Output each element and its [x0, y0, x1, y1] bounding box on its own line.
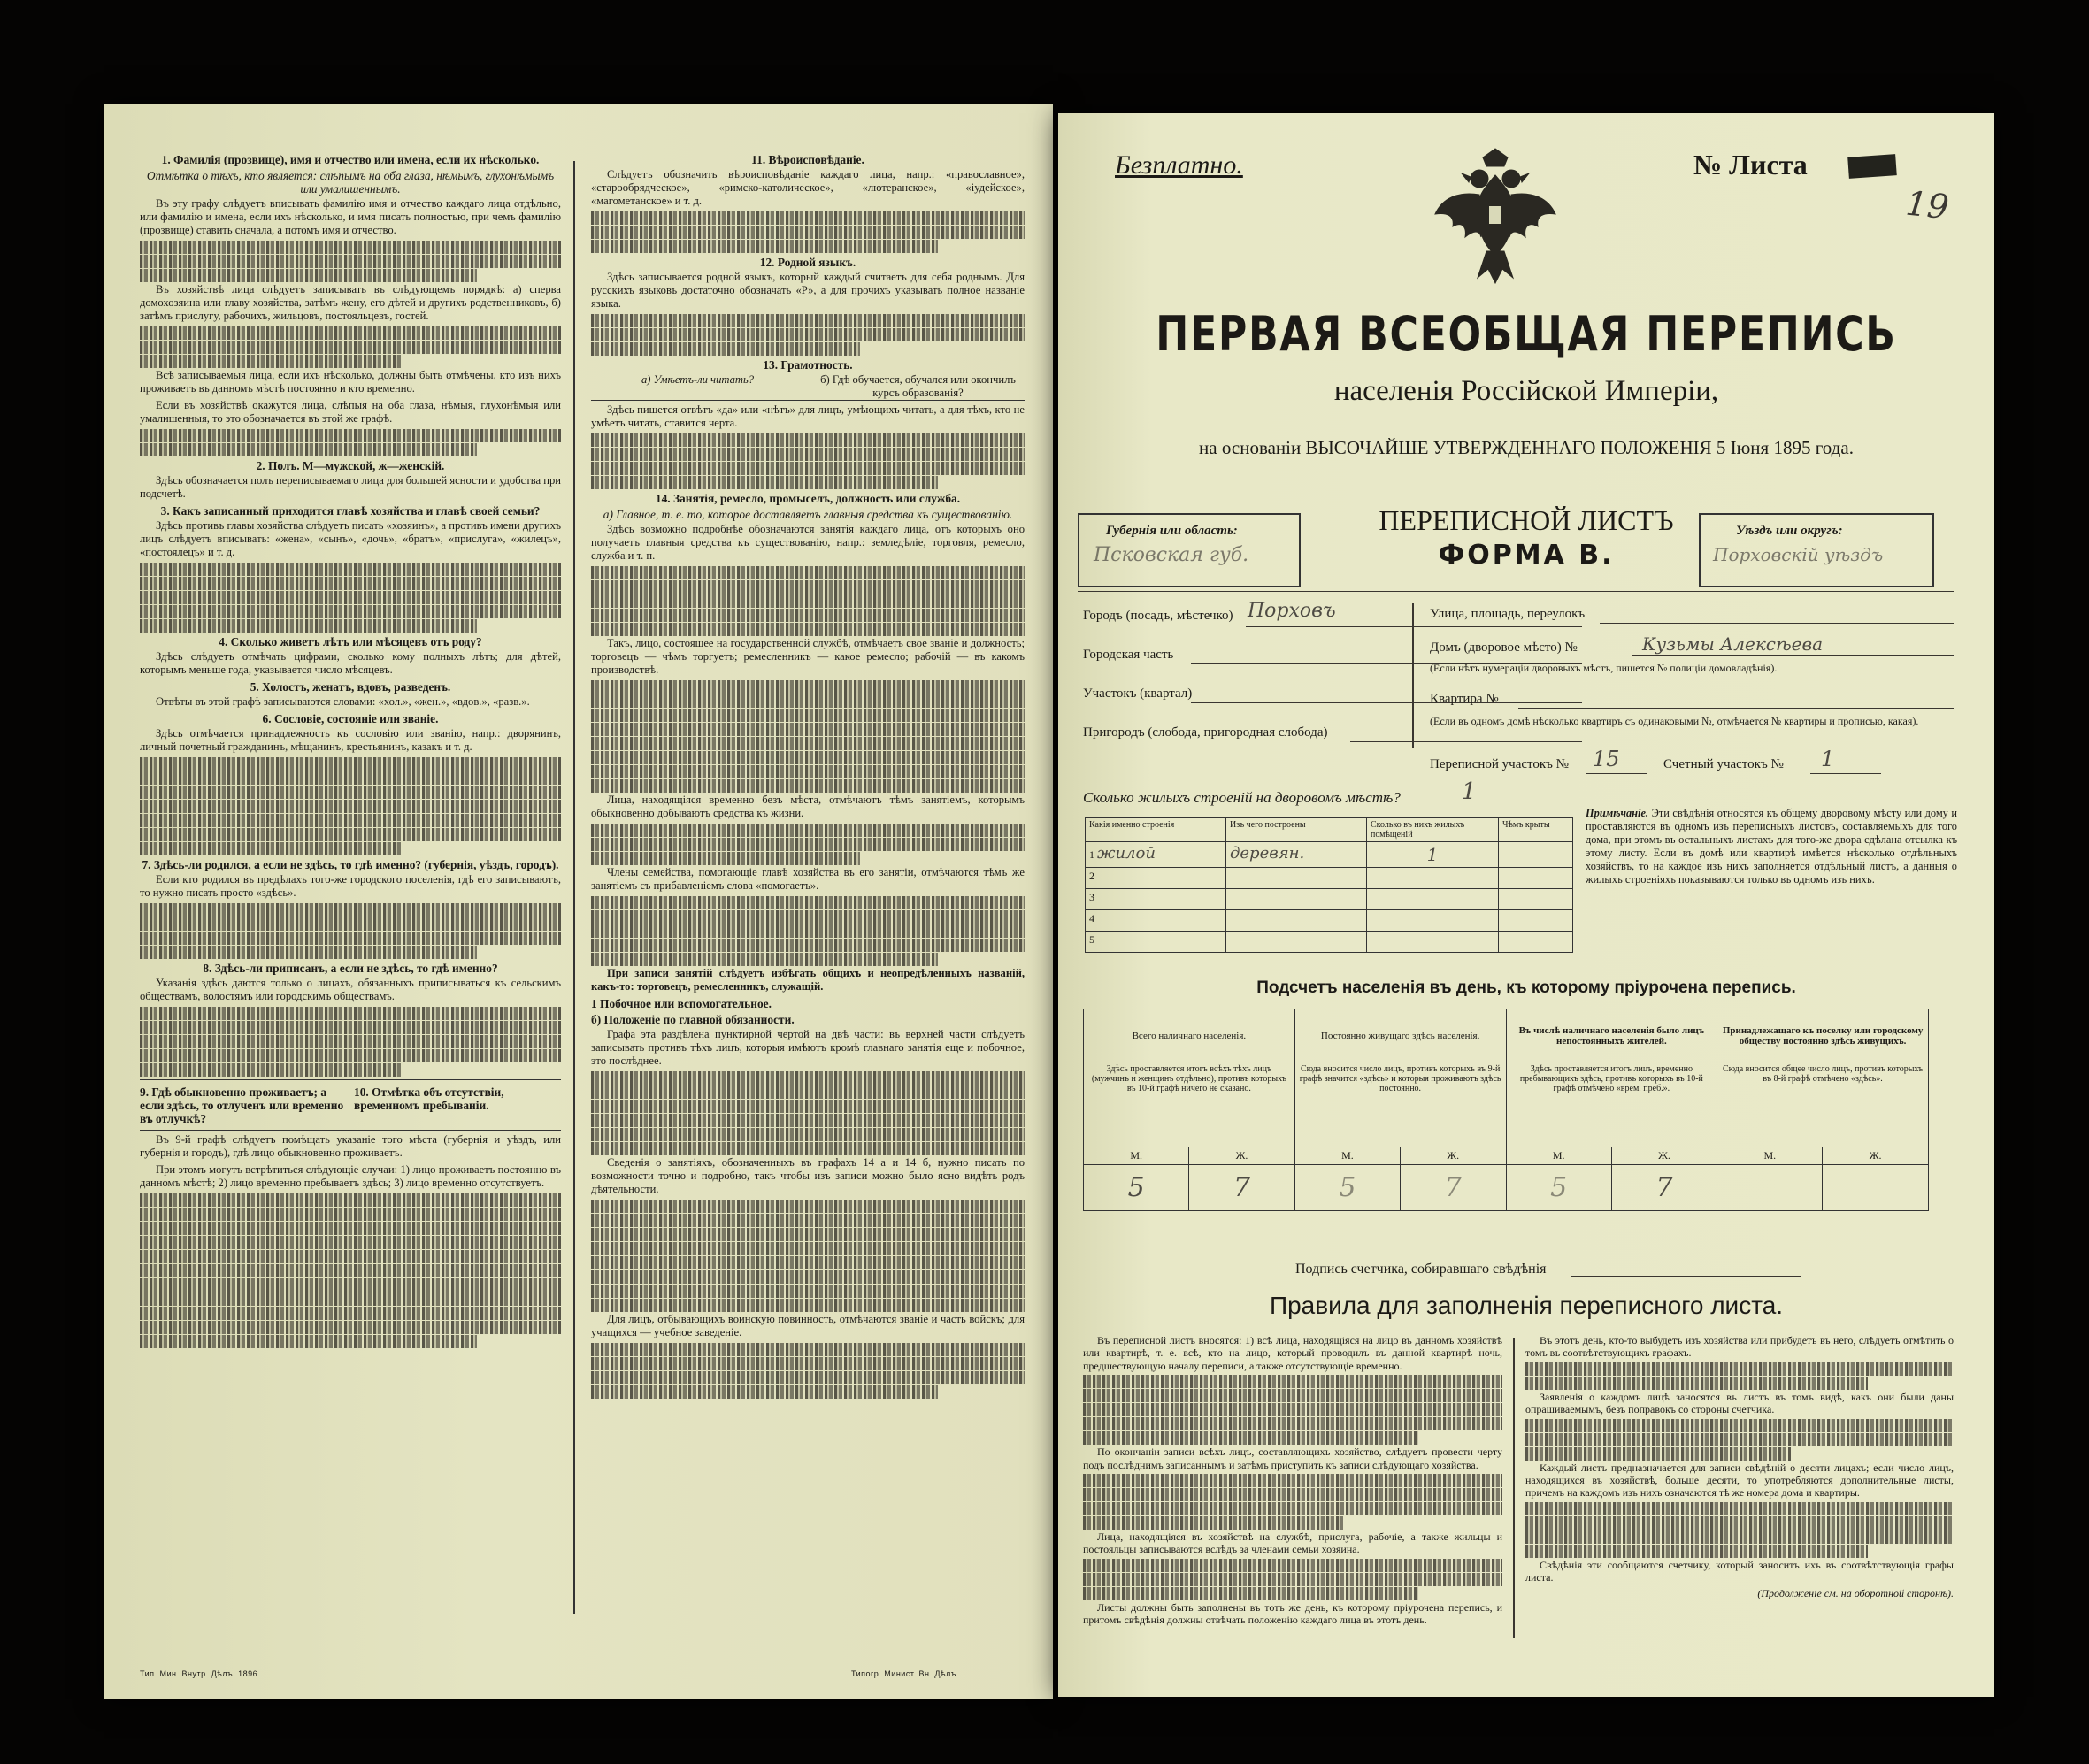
- paragraph: Сведенія о занятіяхъ, обозначенныхъ въ графахъ 14 а и 14 б, нужно писать по возможности точно и подробно, такъ чтобы изъ записи можно было ясно видѣть родъ дѣятельности.: [591, 1156, 1025, 1195]
- section-8-title: 8. Здѣсь-ли приписанъ, а если не здѣсь, то гдѣ именно?: [203, 962, 498, 975]
- building-type: жилой: [1097, 844, 1156, 863]
- print-line: [591, 476, 938, 489]
- table-row: [1086, 932, 1573, 953]
- print-line: [140, 1193, 561, 1207]
- print-line: [591, 924, 1025, 938]
- rule-paragraph: Свѣдѣнія эти сообщаются счетчику, который заноситъ ихъ въ соотвѣтствующія графы листа.: [1525, 1558, 1954, 1584]
- print-line: [1525, 1516, 1954, 1530]
- section-13b: б) Гдѣ обучается, обучался или окончилъ курсъ образованія?: [820, 373, 1016, 399]
- row-number: 3: [1086, 889, 1226, 910]
- paragraph: Для лицъ, отбывающихъ воинскую повинность, отмѣчаются званіе и часть войскъ; для учащихся — учебное заведеніе.: [591, 1313, 1025, 1338]
- male-header: М.: [1506, 1147, 1611, 1165]
- print-line: [140, 1063, 401, 1077]
- print-line: [140, 903, 561, 917]
- table-row: [1086, 910, 1573, 932]
- print-line: [1525, 1447, 1791, 1461]
- print-line: [591, 1142, 1025, 1155]
- pop-value: 5: [1084, 1165, 1189, 1211]
- print-line: [140, 757, 561, 771]
- paragraph: Здѣсь обозначается полъ переписываемаго лица для большей ясности и удобства при подсчетѣ.: [140, 474, 561, 500]
- paragraph: Здѣсь пишется отвѣтъ «да» или «нѣтъ» для лицъ, умѣющихъ читать, а для тѣхъ, кто не умѣетъ читать, ставится черта.: [591, 403, 1025, 429]
- print-line: [140, 326, 561, 340]
- print-line: [591, 328, 1025, 341]
- print-line: [140, 1250, 561, 1263]
- buildings-col-header: Изъ чего построены: [1226, 818, 1367, 842]
- print-line: [1083, 1431, 1418, 1445]
- rule-paragraph: По окончаніи записи всѣхъ лицъ, составляющихъ хозяйство, слѣдуетъ провести черту подъ послѣднимъ записаннымъ и затѣмъ приступить къ записи слѣдующаго хозяйства.: [1083, 1446, 1502, 1471]
- paragraph: Такъ, лицо, состоящее на государственной службѣ, отмѣчаетъ свое званіе и должность; торговецъ — чѣмъ торгуетъ; ремесленникъ — какое ремесло; рабочій — въ какомъ производствѣ.: [591, 637, 1025, 676]
- rules-title: Правила для заполненія переписного листа.: [1269, 1292, 1784, 1319]
- fill-line: [1518, 708, 1954, 709]
- house-value: Кузьмы Алексѣева: [1642, 633, 1824, 655]
- print-line: [591, 751, 1025, 764]
- instructions-column-1: [140, 150, 561, 1637]
- print-line: [140, 771, 561, 785]
- print-line: [591, 594, 1025, 608]
- print-line: [591, 448, 1025, 461]
- print-line: [140, 1007, 561, 1020]
- print-line: [591, 765, 1025, 778]
- table-cell: [1367, 910, 1499, 932]
- print-line: [591, 609, 1025, 622]
- print-line: [1525, 1377, 1868, 1390]
- row-number: 1: [1089, 848, 1094, 861]
- print-line: [591, 462, 1025, 475]
- signature-label: Подпись счетчика, собиравшаго свѣдѣнія: [1295, 1262, 1547, 1277]
- section-14a: а) Главное, т. е. то, которое доставляетъ главныя средства къ существованію.: [603, 508, 1013, 521]
- table-cell: [1226, 932, 1367, 953]
- print-line: [140, 946, 477, 959]
- census-main-title: ПЕРВАЯ ВСЕОБЩАЯ ПЕРЕПИСЬ: [1156, 306, 1897, 362]
- section-5-title: 5. Холостъ, женатъ, вдовъ, разведенъ.: [250, 680, 451, 694]
- suburb-label: Пригородъ (слобода, пригородная слобода): [1083, 725, 1328, 740]
- table-cell: [1499, 910, 1573, 932]
- print-line: [591, 1357, 1025, 1370]
- buildings-col-header: Какія именно строенія: [1086, 818, 1226, 842]
- column-divider: [573, 161, 575, 1614]
- building-roof: [1499, 842, 1573, 868]
- section-14-title: 14. Занятія, ремесло, промыселъ, должность или служба.: [655, 492, 961, 505]
- rules-divider: [1513, 1338, 1515, 1638]
- print-line: [140, 828, 561, 841]
- section-label: Участокъ (квартал): [1083, 686, 1193, 701]
- signature-line: [1571, 1276, 1801, 1277]
- rule-paragraph: Листы должны быть заполнены въ тотъ же день, къ которому пріурочена перепись, и притомъ свѣдѣнія должны отвѣчать положенію каждаго лица въ этотъ день.: [1083, 1600, 1502, 1627]
- print-line: [591, 1214, 1025, 1227]
- table-cell: [1367, 932, 1499, 953]
- pop-desc-2: Сюда вносится число лицъ, противъ которыхъ въ 9-й графѣ значится «здѣсь» и которыя проживаютъ здѣсь постоянно.: [1294, 1062, 1506, 1147]
- section-11-title: 11. Вѣроисповѣданіе.: [751, 153, 864, 166]
- population-table: [1083, 1009, 1929, 1211]
- section-3-title: 3. Какъ записанный приходится главѣ хозяйства и главѣ своей семьи?: [160, 504, 541, 518]
- print-line: [140, 429, 561, 442]
- print-line: [1525, 1502, 1954, 1515]
- free-label: Безплатно.: [1115, 150, 1243, 180]
- print-line: [591, 1270, 1025, 1284]
- print-line: [140, 591, 561, 604]
- print-line: [1525, 1433, 1954, 1446]
- paragraph: Всѣ записываемыя лица, если ихъ нѣсколько, должны быть отмѣчены, кто изъ нихъ проживаетъ въ данномъ мѣстѣ постоянно и кто временно.: [140, 369, 561, 395]
- print-line: [1525, 1545, 1868, 1558]
- province-value: Псковская губ.: [1094, 544, 1249, 566]
- buildings-table-header: [1086, 818, 1573, 842]
- print-line: [591, 910, 1025, 924]
- district-box: [1699, 513, 1934, 587]
- print-line: [591, 566, 1025, 579]
- paragraph: Графа эта раздѣлена пунктирной чертой на двѣ части: въ верхней части слѣдуетъ записывать противъ тѣхъ лицъ, которыя имѣютъ кромѣ главнаго занятія еще и побочное, это послѣднее.: [591, 1028, 1025, 1067]
- print-line: [591, 1256, 1025, 1269]
- population-values-row: [1084, 1165, 1929, 1211]
- print-line: [140, 932, 561, 945]
- note-text: Эти свѣдѣнія относятся къ общему дворовому мѣсту или дому и проставляются въ одномъ изъ переписныхъ листовъ, составляемыхъ для того дома, при этомъ въ остальныхъ листахъ для того-же двора сдѣлана отсылка къ этому листу. Если въ домѣ или квартирѣ имѣется нѣсколько отдѣльныхъ хозяйствъ, то на каждое изъ нихъ заполняется отдѣльный листъ, а данныя о жилыхъ строеніяхъ показываются только въ одномъ изъ нихъ.: [1586, 807, 1957, 886]
- print-line: [140, 1021, 561, 1034]
- form-title: ПЕРЕПИСНОЙ ЛИСТЪ: [1379, 504, 1674, 536]
- table-cell: [1226, 889, 1367, 910]
- print-line: [591, 709, 1025, 722]
- house-note: (Если нѣтъ нумераціи дворовыхъ мѣстъ, пишется № полиціи домовладѣнія).: [1430, 662, 1778, 674]
- print-line: [1083, 1587, 1418, 1600]
- print-line: [140, 1307, 561, 1320]
- flat-note: (Если въ одномъ домѣ нѣсколько квартиръ съ одинаковыми №, отмѣчается № квартиры и прописью, какая).: [1430, 715, 1919, 727]
- print-line: [591, 226, 1025, 239]
- city-part-label: Городская часть: [1083, 648, 1174, 662]
- fill-line: [1600, 623, 1954, 624]
- pop-value: 7: [1401, 1165, 1506, 1211]
- row-number: 2: [1086, 868, 1226, 889]
- print-line: [1525, 1530, 1954, 1544]
- female-header: Ж.: [1823, 1147, 1929, 1165]
- rules-continued: (Продолженіе см. на оборотной сторонѣ).: [1757, 1586, 1954, 1599]
- rules-column-1: [1083, 1334, 1502, 1648]
- print-line: [591, 1242, 1025, 1255]
- print-line: [140, 1236, 561, 1249]
- print-line: [591, 211, 1025, 225]
- pop-value: [1823, 1165, 1929, 1211]
- table-cell: [1367, 868, 1499, 889]
- paragraph: При этомъ могутъ встрѣтиться слѣдующіе случаи: 1) лицо проживаетъ постоянно въ данномъ мѣстѣ; 2) лицо временно пребываетъ здѣсь; 3) лицо временно отсутствуетъ.: [140, 1163, 561, 1189]
- print-line: [1083, 1573, 1502, 1586]
- section-2-title: 2. Полъ. М—мужской, ж—женскій.: [256, 459, 445, 472]
- rule-paragraph: Въ этотъ день, кто-то выбудетъ изъ хозяйства или прибудетъ въ него, слѣдуетъ отмѣтить о томъ въ соотвѣтствующихъ графахъ.: [1525, 1334, 1954, 1360]
- female-header: Ж.: [1611, 1147, 1717, 1165]
- section-7-title: 7. Здѣсь-ли родился, а если не здѣсь, то гдѣ именно? (губернія, уѣздъ, городъ).: [142, 858, 559, 871]
- city-label: Городъ (посадъ, мѣстечко): [1083, 609, 1233, 623]
- male-header: М.: [1717, 1147, 1823, 1165]
- paragraph: Въ хозяйствѣ лица слѣдуетъ записывать въ слѣдующемъ порядкѣ: а) сперва домохозяина или главу хозяйства, затѣмъ жену, его дѣтей и другихъ родственниковъ, б) затѣмъ прислугу, рабочихъ, жильцовъ, постояльцевъ, гостей.: [140, 283, 561, 322]
- print-line: [140, 1208, 561, 1221]
- paragraph: Въ эту графу слѣдуетъ вписывать фамилію имя и отчество каждаго лица отдѣльно, или фамилію и имена, если ихъ нѣсколько, и имя писать полностью, при чемъ фамилію (прозвище) ставить сначала, а потомъ имя и отчество.: [140, 197, 561, 236]
- section-13-title: 13. Грамотность.: [763, 358, 853, 372]
- print-line: [140, 355, 401, 368]
- print-line: [591, 1371, 1025, 1384]
- section-13a: а) Умѣетъ-ли читать?: [641, 373, 755, 386]
- building-rooms: 1: [1367, 842, 1499, 868]
- print-line: [591, 1200, 1025, 1213]
- fill-line: [1191, 702, 1582, 703]
- print-line: [1083, 1389, 1502, 1402]
- print-line: [591, 852, 860, 865]
- row-number: 5: [1086, 932, 1226, 953]
- paragraph: Въ 9-й графѣ слѣдуетъ помѣщать указаніе того мѣста (губернія и уѣздъ, или губернія и городъ), гдѣ лицо обыкновенно проживаетъ.: [140, 1133, 561, 1159]
- buildings-col-header: Чѣмъ крыты: [1499, 818, 1573, 842]
- print-line: [591, 737, 1025, 750]
- rule-paragraph: Лица, находящіяся въ хозяйствѣ на службѣ, прислуга, рабочіе, а также жильцы и постояльцы записываются вслѣдъ за членами семьи хозяина.: [1083, 1530, 1502, 1556]
- print-line: [591, 694, 1025, 708]
- table-row: [1086, 868, 1573, 889]
- legal-basis-line: на основаніи ВЫСОЧАЙШЕ УТВЕРЖДЕННАГО ПОЛОЖЕНІЯ 5 Іюня 1895 года.: [1199, 437, 1854, 458]
- pop-header-permanent: Постоянно живущаго здѣсь населенія.: [1294, 1009, 1506, 1062]
- print-line: [140, 1222, 561, 1235]
- print-line: [140, 577, 561, 590]
- print-line: [1083, 1516, 1343, 1530]
- building-material: деревян.: [1226, 842, 1367, 868]
- rules-column-2: [1525, 1334, 1954, 1648]
- pop-header-present: Всего наличнаго населенія.: [1084, 1009, 1295, 1062]
- print-line: [140, 786, 561, 799]
- section-1-note: Отмѣтка о тѣхъ, кто является: слѣпымъ на оба глаза, нѣмымъ, глухонѣмымъ или умалишеннымъ.: [146, 169, 555, 196]
- section-12-title: 12. Родной языкъ.: [759, 256, 856, 269]
- district-label: Уѣздъ или округъ:: [1736, 524, 1843, 538]
- pop-value: 7: [1611, 1165, 1717, 1211]
- form-letter: ФОРМА В.: [1438, 540, 1615, 571]
- print-line: [591, 1228, 1025, 1241]
- print-line: [591, 240, 938, 253]
- section-16-title: б) Положеніе по главной обязанности.: [591, 1013, 795, 1026]
- buildings-table: [1085, 817, 1573, 953]
- pop-value: 7: [1189, 1165, 1294, 1211]
- print-line: [140, 1264, 561, 1277]
- print-line: [591, 953, 938, 966]
- print-line: [591, 1385, 938, 1399]
- print-line: [140, 1321, 561, 1334]
- pop-desc-3: Здѣсь проставляется итогъ лицъ, временно пребывающихъ здѣсь, противъ которыхъ въ 10-й графѣ отмѣчено «врем. преб.».: [1506, 1062, 1717, 1147]
- fill-line: [1586, 773, 1647, 774]
- table-cell: [1499, 889, 1573, 910]
- print-line: [140, 1335, 477, 1348]
- paragraph: Здѣсь записывается родной языкъ, который каждый считаетъ для себя роднымъ. Для русскихъ языковъ достаточно обозначать «Р», а для прочихъ указывать полное названіе языка.: [591, 271, 1025, 310]
- population-count-title: Подсчетъ населенія въ день, къ которому пріурочена перепись.: [1256, 978, 1796, 997]
- print-line: [140, 800, 561, 813]
- double-headed-eagle-emblem: [1432, 145, 1559, 287]
- section-10-title: 10. Отмѣтка объ отсутствіи, временномъ пребываніи.: [354, 1085, 504, 1112]
- print-line: [140, 917, 561, 931]
- print-line: [140, 1035, 561, 1048]
- print-line: [140, 255, 561, 268]
- district-value: Порховскій уѣздъ: [1713, 544, 1884, 565]
- print-line: [591, 680, 1025, 694]
- print-line: [140, 1278, 561, 1292]
- male-header: М.: [1084, 1147, 1189, 1165]
- paragraph: Лица, находящіяся временно безъ мѣста, отмѣчаютъ тѣмъ занятіемъ, которымъ обыкновенно добываютъ средства къ жизни.: [591, 794, 1025, 819]
- print-line: [140, 1049, 561, 1062]
- section-1-title: 1. Фамилія (прозвище), имя и отчество или имена, если их нѣсколько.: [161, 153, 540, 166]
- sheet-number-label: № Листа: [1693, 149, 1808, 180]
- print-line: [1083, 1488, 1502, 1501]
- print-line: [140, 619, 477, 633]
- print-line: [140, 814, 561, 827]
- rule-line: [1078, 591, 1954, 592]
- buildings-value: 1: [1462, 778, 1477, 805]
- table-cell: [1499, 868, 1573, 889]
- print-line: [591, 1085, 1025, 1099]
- print-line: [591, 1114, 1025, 1127]
- section-9-title: 9. Гдѣ обыкновенно проживаетъ; а если здѣсь, то отлученъ или временно въ отлучкѣ?: [140, 1085, 344, 1125]
- paragraph: Здѣсь противъ главы хозяйства слѣдуетъ писать «хозяинъ», а противъ имени другихъ лицъ слѣдуетъ вписывать: «жена», «сынъ», «дочь», «братъ», «прислуга», «жилецъ», «постоялецъ» и т. д.: [140, 519, 561, 558]
- print-line: [591, 896, 1025, 909]
- male-header: М.: [1294, 1147, 1400, 1165]
- population-desc-row: [1084, 1062, 1929, 1147]
- print-line: [591, 623, 1025, 636]
- rule-paragraph: Заявленія о каждомъ лицѣ заносятся въ листъ въ томъ видѣ, какъ они были даны опрашиваемымъ, безъ поправокъ со стороны счетчика.: [1525, 1390, 1954, 1416]
- census-area-label: Переписной участокъ №: [1430, 757, 1569, 771]
- instructions-column-2: [591, 150, 1025, 1637]
- fill-line: [1810, 773, 1881, 774]
- print-line: [591, 314, 1025, 327]
- rule-paragraph: Въ переписной листъ вносятся: 1) всѣ лица, находящіяся на лицо въ данномъ хозяйствѣ или квартирѣ, т. е. всѣ, кто на лицо, который проводилъ въ данной квартирѣ ночь, предшествующую началу переписи, а также отсутствующіе временно.: [1083, 1334, 1502, 1372]
- fill-line: [1246, 626, 1582, 627]
- buildings-col-header: Сколько въ нихъ жилыхъ помѣщеній: [1367, 818, 1499, 842]
- paragraph: Отвѣты въ этой графѣ записываются словами: «хол.», «жен.», «вдов.», «разв.».: [156, 695, 530, 708]
- print-line: [591, 1071, 1025, 1085]
- rule-paragraph: Каждый листъ предназначается для записи свѣдѣній о десяти лицахъ; если число лицъ, находящихся въ хозяйствѣ, больше десяти, то употребляются дополнительные листы, причемъ на каждомъ изъ нихъ означаются тѣ же номера дома и квартиры.: [1525, 1461, 1954, 1499]
- section-13-subheads: [591, 373, 1025, 401]
- population-header-row: [1084, 1009, 1929, 1062]
- print-line: [1083, 1375, 1502, 1388]
- print-line: [1083, 1417, 1502, 1430]
- print-line: [591, 723, 1025, 736]
- female-header: Ж.: [1401, 1147, 1506, 1165]
- paragraph: Указанія здѣсь даются только о лицахъ, обязанныхъ приписываться къ сельскимъ обществамъ, волостямъ или городскимъ обществамъ.: [140, 977, 561, 1002]
- paragraph: Если въ хозяйствѣ окажутся лица, слѣпыя на оба глаза, нѣмыя, глухонѣмыя или умалишенныя, то это обозначается въ этой же графѣ.: [140, 399, 561, 425]
- population-sex-row: [1084, 1147, 1929, 1165]
- census-subtitle: населенія Россійской Имперіи,: [1333, 375, 1719, 407]
- section-15-title: 1 Побочное или вспомогательное.: [591, 997, 772, 1010]
- row-number: 4: [1086, 910, 1226, 932]
- paragraph: Если кто родился въ предѣлахъ того-же городского поселенія, гдѣ его записываютъ, то нужно писать просто «здѣсь».: [140, 873, 561, 899]
- note-title: Примѣчаніе.: [1586, 807, 1649, 819]
- left-page: [104, 104, 1053, 1699]
- table-row: [1086, 889, 1573, 910]
- print-line: [591, 1100, 1025, 1113]
- print-line: [591, 1128, 1025, 1141]
- paragraph: Слѣдуетъ обозначить вѣроисповѣданіе каждаго лица, напр.: «православное», «старообрядческое», «римско-католическое», «лютеранское», «іудейское», «магометанское» и т. д.: [591, 168, 1025, 207]
- print-line: [1525, 1419, 1954, 1432]
- count-area-label: Счетный участокъ №: [1663, 757, 1784, 771]
- street-label: Улица, площадь, переулокъ: [1430, 607, 1586, 621]
- print-line: [140, 605, 561, 618]
- print-line: [591, 1343, 1025, 1356]
- table-row: [1086, 842, 1573, 868]
- census-area-value: 15: [1593, 747, 1620, 771]
- buildings-question: Сколько жилыхъ строеній на дворовомъ мѣстѣ?: [1083, 789, 1401, 806]
- print-line: [140, 842, 401, 855]
- table-cell: [1367, 889, 1499, 910]
- house-label: Домъ (дворовое мѣсто) №: [1430, 640, 1578, 655]
- print-line: [591, 580, 1025, 594]
- table-cell: [1499, 932, 1573, 953]
- print-line: [591, 1285, 1025, 1298]
- footer-right: Типогр. Минист. Вн. Дѣлъ.: [851, 1669, 959, 1678]
- pop-desc-4: Сюда вносится общее число лицъ, противъ которыхъ въ 8-й графѣ отмѣчено «здѣсь».: [1717, 1062, 1929, 1147]
- print-line: [591, 838, 1025, 851]
- print-line: [1083, 1403, 1502, 1416]
- sections-9-10-header: [140, 1079, 561, 1131]
- table-cell: [1226, 868, 1367, 889]
- section-4-title: 4. Сколько живетъ лѣтъ или мѣсяцевъ отъ роду?: [219, 635, 482, 648]
- pop-desc-1: Здѣсь проставляется итогъ всѣхъ тѣхъ лицъ (мужчинъ и женщинъ отдѣльно), противъ которыхъ въ 10-й графѣ ничего не сказано.: [1084, 1062, 1295, 1147]
- print-line: [140, 563, 561, 576]
- print-line: [591, 779, 1025, 793]
- print-line: [1083, 1474, 1502, 1487]
- print-line: [140, 443, 477, 456]
- female-header: Ж.: [1189, 1147, 1294, 1165]
- print-line: [591, 1299, 1025, 1312]
- city-value: Порховъ: [1248, 600, 1336, 622]
- print-line: [1525, 1362, 1954, 1376]
- print-line: [591, 824, 1025, 837]
- print-line: [140, 241, 561, 254]
- fill-line: [1350, 741, 1582, 742]
- paragraph: Здѣсь слѣдуетъ отмѣчать цифрами, сколько кому полныхъ лѣтъ; для дѣтей, которымъ меньше года, указывается число мѣсяцевъ.: [140, 650, 561, 676]
- pop-value: 5: [1294, 1165, 1400, 1211]
- table-cell: [1086, 842, 1226, 868]
- paragraph: Члены семейства, помогающіе главѣ хозяйства въ его занятіи, отмѣчаются тѣмъ же занятіемъ съ прибавленіемъ слова «помогаетъ».: [591, 866, 1025, 892]
- print-line: [140, 269, 477, 282]
- print-line: [591, 342, 860, 356]
- table-cell: [1226, 910, 1367, 932]
- print-line: [591, 939, 1025, 952]
- print-line: [1083, 1502, 1502, 1515]
- count-area-value: 1: [1821, 747, 1835, 771]
- fill-line: [1632, 655, 1954, 656]
- paragraph: При записи занятій слѣдуетъ избѣгать общихъ и неопредѣленныхъ названій, какъ-то: торговецъ, ремесленникъ, служащій.: [591, 967, 1025, 993]
- footer-left: Тип. Мин. Внутр. Дѣлъ. 1896.: [140, 1669, 261, 1678]
- sheet-number-handwritten: 19: [1903, 183, 1951, 227]
- print-line: [140, 1292, 561, 1306]
- ink-blot: [1847, 154, 1897, 179]
- print-line: [591, 433, 1025, 447]
- census-form-page: [1058, 113, 1994, 1697]
- paragraph: Здѣсь отмѣчается принадлежность къ сословію или званію, напр.: дворянинъ, личный почетный гражданинъ, мѣщанинъ, крестьянинъ, казакъ и т. д.: [140, 727, 561, 753]
- pop-value: [1717, 1165, 1823, 1211]
- buildings-note: [1586, 807, 1957, 966]
- pop-header-temporary: Въ числѣ наличнаго населенія было лицъ непостоянныхъ жителей.: [1506, 1009, 1717, 1062]
- flat-label: Квартира №: [1430, 692, 1499, 706]
- section-6-title: 6. Сословіе, состояніе или званіе.: [262, 712, 439, 725]
- pop-header-members: Принадлежащаго къ поселку или городскому обществу постоянно здѣсь живущихъ.: [1717, 1009, 1929, 1062]
- address-divider: [1412, 603, 1414, 748]
- print-line: [140, 341, 561, 354]
- paragraph: Здѣсь возможно подробнѣе обозначаются занятія каждаго лица, отъ которыхъ оно получаетъ главныя средства къ существованію, напр.: земледѣліе, торговля, ремесло, служба и т. п.: [591, 523, 1025, 562]
- print-line: [1083, 1559, 1502, 1572]
- pop-value: 5: [1506, 1165, 1611, 1211]
- province-label: Губернія или область:: [1106, 524, 1238, 538]
